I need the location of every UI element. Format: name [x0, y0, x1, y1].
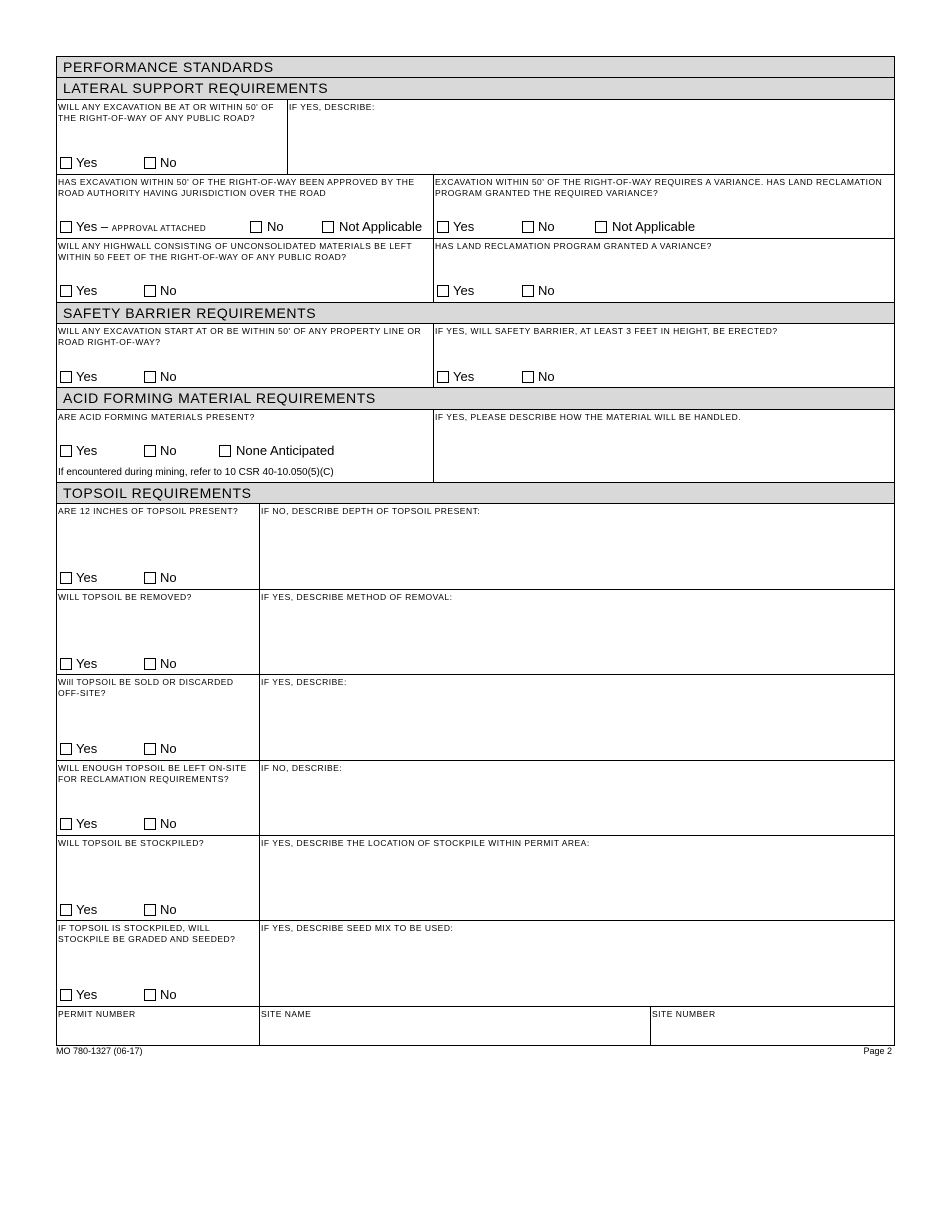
lateral-q5-label: HAS LAND RECLAMATION PROGRAM GRANTED A VARIANCE? — [435, 241, 712, 251]
topsoil-q1-no-label: No — [160, 570, 177, 585]
site-name-field[interactable] — [259, 1006, 651, 1046]
lateral-q1-no-checkbox[interactable] — [144, 157, 156, 169]
topsoil-q4-label: WILL ENOUGH TOPSOIL BE LEFT ON-SITE FOR RECLAMATION REQUIREMENTS? — [58, 763, 247, 784]
topsoil-q6-yes-checkbox[interactable] — [60, 989, 72, 1001]
lateral-q5-no-label: No — [538, 283, 555, 298]
topsoil-q1-label: ARE 12 INCHES OF TOPSOIL PRESENT? — [58, 506, 239, 516]
acid-describe-label: IF YES, PLEASE DESCRIBE HOW THE MATERIAL WILL BE HANDLED. — [435, 412, 742, 422]
acid-note: If encountered during mining, refer to 10 CSR 40-10.050(5)(C) — [58, 467, 334, 478]
approval-attached-text: APPROVAL ATTACHED — [111, 224, 207, 233]
topsoil-q2-yes-label: Yes — [76, 656, 98, 671]
lateral-q3-no-checkbox[interactable] — [522, 221, 534, 233]
topsoil-q3-describe-field[interactable] — [259, 674, 895, 761]
topsoil-q2-no-checkbox[interactable] — [144, 658, 156, 670]
yes-dash-text: Yes – — [76, 219, 109, 234]
lateral-q5-yes-label: Yes — [453, 283, 475, 298]
lateral-q3-na-label: Not Applicable — [612, 219, 696, 234]
acid-q1-yes-label: Yes — [76, 443, 98, 458]
safety-q2-no-label: No — [538, 369, 555, 384]
lateral-q4-yes-label: Yes — [76, 283, 98, 298]
lateral-q1-yes-label: Yes — [76, 155, 98, 170]
topsoil-q4-no-label: No — [160, 816, 177, 831]
topsoil-q1-yes-checkbox[interactable] — [60, 572, 72, 584]
topsoil-q5-yes-label: Yes — [76, 902, 98, 917]
topsoil-q6-no-checkbox[interactable] — [144, 989, 156, 1001]
acid-q1-no-checkbox[interactable] — [144, 445, 156, 457]
lateral-q3-yes-checkbox[interactable] — [437, 221, 449, 233]
lateral-q5-no-checkbox[interactable] — [522, 285, 534, 297]
lateral-q1-no-label: No — [160, 155, 177, 170]
topsoil-q5-yes-checkbox[interactable] — [60, 904, 72, 916]
lateral-q1-describe-field[interactable] — [287, 99, 895, 175]
safety-q2-label: IF YES, WILL SAFETY BARRIER, AT LEAST 3 FEET IN HEIGHT, BE ERECTED? — [435, 326, 778, 336]
lateral-q3-na-checkbox[interactable] — [595, 221, 607, 233]
topsoil-q4-no-checkbox[interactable] — [144, 818, 156, 830]
topsoil-q4-describe-label: IF NO, DESCRIBE: — [261, 763, 343, 773]
topsoil-q2-label: WILL TOPSOIL BE REMOVED? — [58, 592, 192, 602]
lateral-q3-no-label: No — [538, 219, 555, 234]
lateral-q2-yes-checkbox[interactable] — [60, 221, 72, 233]
safety-q1-label: WILL ANY EXCAVATION START AT OR BE WITHIN 50' OF ANY PROPERTY LINE OR ROAD RIGHT-OF-WAY? — [58, 326, 422, 347]
lateral-q3-yes-label: Yes — [453, 219, 475, 234]
site-name-label: SITE NAME — [261, 1009, 312, 1019]
lateral-q2-na-checkbox[interactable] — [322, 221, 334, 233]
topsoil-q5-no-checkbox[interactable] — [144, 904, 156, 916]
topsoil-q1-no-checkbox[interactable] — [144, 572, 156, 584]
topsoil-q3-describe-label: IF YES, DESCRIBE: — [261, 677, 347, 687]
topsoil-q3-no-checkbox[interactable] — [144, 743, 156, 755]
topsoil-q3-yes-label: Yes — [76, 741, 98, 756]
safety-q2-yes-checkbox[interactable] — [437, 371, 449, 383]
lateral-q1-yes-checkbox[interactable] — [60, 157, 72, 169]
lateral-q4-no-checkbox[interactable] — [144, 285, 156, 297]
acid-q1-yes-checkbox[interactable] — [60, 445, 72, 457]
section-acid-forming: ACID FORMING MATERIAL REQUIREMENTS — [56, 387, 895, 410]
topsoil-q2-describe-label: IF YES, DESCRIBE METHOD OF REMOVAL: — [261, 592, 453, 602]
safety-q2-yes-label: Yes — [453, 369, 475, 384]
topsoil-q4-describe-field[interactable] — [259, 760, 895, 836]
lateral-q3-label: EXCAVATION WITHIN 50' OF THE RIGHT-OF-WAY REQUIRES A VARIANCE. HAS LAND RECLAMATION PROGRAM GRANTED THE REQUIRED VARIANCE? — [435, 177, 883, 198]
topsoil-q4-yes-label: Yes — [76, 816, 98, 831]
section-topsoil: TOPSOIL REQUIREMENTS — [56, 482, 895, 504]
topsoil-q6-no-label: No — [160, 987, 177, 1002]
acid-q1-none-label: None Anticipated — [236, 443, 335, 458]
form-id: MO 780-1327 (06-17) — [56, 1046, 143, 1056]
lateral-q2-na-label: Not Applicable — [339, 219, 423, 234]
site-number-label: SITE NUMBER — [652, 1009, 716, 1019]
topsoil-q3-label: Will TOPSOIL BE SOLD OR DISCARDED OFF-SITE? — [58, 677, 234, 698]
topsoil-q2-yes-checkbox[interactable] — [60, 658, 72, 670]
topsoil-q6-describe-label: IF YES, DESCRIBE SEED MIX TO BE USED: — [261, 923, 454, 933]
acid-q1-no-label: No — [160, 443, 177, 458]
acid-q1-none-checkbox[interactable] — [219, 445, 231, 457]
safety-q2-no-checkbox[interactable] — [522, 371, 534, 383]
topsoil-q5-no-label: No — [160, 902, 177, 917]
lateral-q4-no-label: No — [160, 283, 177, 298]
safety-q1-yes-checkbox[interactable] — [60, 371, 72, 383]
acid-q1-label: ARE ACID FORMING MATERIALS PRESENT? — [58, 412, 255, 422]
topsoil-q6-label: IF TOPSOIL IS STOCKPILED, WILL STOCKPILE BE GRADED AND SEEDED? — [58, 923, 236, 944]
safety-q1-no-checkbox[interactable] — [144, 371, 156, 383]
permit-number-label: PERMIT NUMBER — [58, 1009, 136, 1019]
section-performance-standards: PERFORMANCE STANDARDS — [56, 56, 895, 78]
lateral-q4-yes-checkbox[interactable] — [60, 285, 72, 297]
topsoil-q1-describe-label: IF NO, DESCRIBE DEPTH OF TOPSOIL PRESENT: — [261, 506, 481, 516]
lateral-q2-label: HAS EXCAVATION WITHIN 50' OF THE RIGHT-OF-WAY BEEN APPROVED BY THE ROAD AUTHORITY HAVING JURISDICTION OVER THE ROAD — [58, 177, 415, 198]
topsoil-q1-yes-label: Yes — [76, 570, 98, 585]
topsoil-q5-describe-label: IF YES, DESCRIBE THE LOCATION OF STOCKPILE WITHIN PERMIT AREA: — [261, 838, 590, 848]
lateral-q1-describe-label: IF YES, DESCRIBE: — [289, 102, 375, 112]
topsoil-q6-yes-label: Yes — [76, 987, 98, 1002]
topsoil-q2-no-label: No — [160, 656, 177, 671]
topsoil-q4-yes-checkbox[interactable] — [60, 818, 72, 830]
page-number: Page 2 — [863, 1046, 892, 1056]
lateral-q5-yes-checkbox[interactable] — [437, 285, 449, 297]
lateral-q2-yes-label — [76, 219, 206, 236]
lateral-q1-label: WILL ANY EXCAVATION BE AT OR WITHIN 50' OF THE RIGHT-OF-WAY OF ANY PUBLIC ROAD? — [58, 102, 274, 123]
lateral-q4-label: WILL ANY HIGHWALL CONSISTING OF UNCONSOLIDATED MATERIALS BE LEFT WITHIN 50 FEET OF THE RIGHT-OF-WAY OF ANY PUBLIC ROAD? — [58, 241, 412, 262]
lateral-q2-no-checkbox[interactable] — [250, 221, 262, 233]
safety-q1-no-label: No — [160, 369, 177, 384]
topsoil-q3-no-label: No — [160, 741, 177, 756]
section-lateral-support: LATERAL SUPPORT REQUIREMENTS — [56, 77, 895, 100]
topsoil-q5-label: WILL TOPSOIL BE STOCKPILED? — [58, 838, 205, 848]
safety-q1-yes-label: Yes — [76, 369, 98, 384]
section-safety-barrier: SAFETY BARRIER REQUIREMENTS — [56, 302, 895, 324]
lateral-q2-no-label: No — [267, 219, 284, 234]
topsoil-q3-yes-checkbox[interactable] — [60, 743, 72, 755]
